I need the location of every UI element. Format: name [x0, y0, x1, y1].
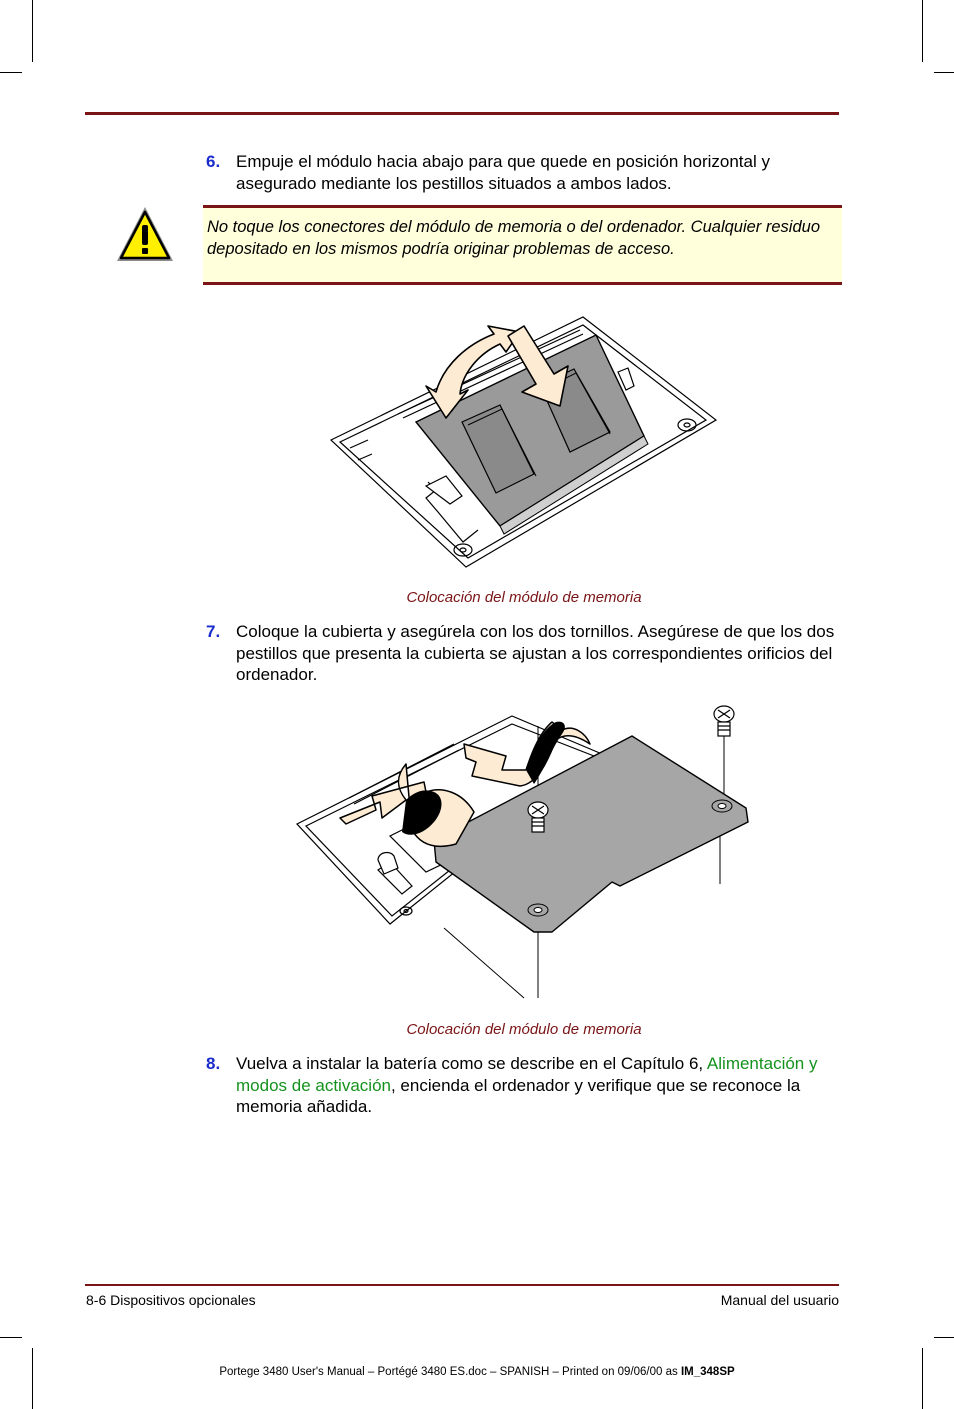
- step-text: Empuje el módulo hacia abajo para que quede en posición horizontal y asegurado mediante los pestillos situados a ambos lados.: [236, 152, 770, 193]
- step-6: [206, 151, 842, 194]
- caution-box: [203, 205, 842, 285]
- crop-mark: [922, 1348, 923, 1409]
- crop-mark: [934, 1337, 954, 1338]
- figure-caption: Colocación del módulo de memoria: [406, 1021, 642, 1038]
- crop-mark: [32, 0, 33, 62]
- warning-triangle-icon: [113, 203, 177, 267]
- print-info-text: Portege 3480 User's Manual – Portégé 3480 ES.doc – SPANISH – Printed on 09/06/00 as: [219, 1366, 681, 1378]
- step-text: [236, 1053, 842, 1118]
- print-info: [0, 1366, 954, 1378]
- cover-installation-figure: [294, 700, 756, 1002]
- memory-module-insertion-figure: [328, 312, 720, 574]
- footer-section-label: 8-6 Dispositivos opcionales: [86, 1292, 256, 1308]
- crop-mark: [922, 0, 923, 62]
- caution-text: No toque los conectores del módulo de memoria o del ordenador. Cualquier residuo depositado en los mismos podría originar problemas de acceso.: [207, 218, 820, 258]
- footer-manual-title: Manual del usuario: [720, 1292, 839, 1308]
- step-text-end: , encienda el ordenador y verifique que se reconoce la memoria añadida.: [236, 1075, 801, 1116]
- chapter-link[interactable]: Alimentación y modos de activación: [236, 1054, 818, 1095]
- crop-mark: [0, 72, 22, 73]
- step-text: Coloque la cubierta y asegúrela con los dos tornillos. Asegúrese de que los dos pestillos que presenta la cubierta se ajustan a los correspondientes orificios del ordenador.: [236, 622, 835, 684]
- crop-mark: [0, 1337, 22, 1338]
- step-number: 8.: [206, 1054, 221, 1073]
- step-number: 7.: [206, 622, 221, 641]
- crop-mark: [934, 72, 954, 73]
- step-8: [206, 1053, 842, 1118]
- print-code: IM_348SP: [680, 1366, 735, 1378]
- figure-caption: Colocación del módulo de memoria: [406, 589, 642, 606]
- step-7: [206, 621, 842, 686]
- header-rule: [85, 112, 839, 115]
- step-number: 6.: [206, 152, 221, 171]
- step-text-start: Vuelva a instalar la batería como se describe en el Capítulo 6,: [236, 1054, 707, 1073]
- footer-rule: [85, 1284, 839, 1286]
- crop-mark: [32, 1348, 33, 1409]
